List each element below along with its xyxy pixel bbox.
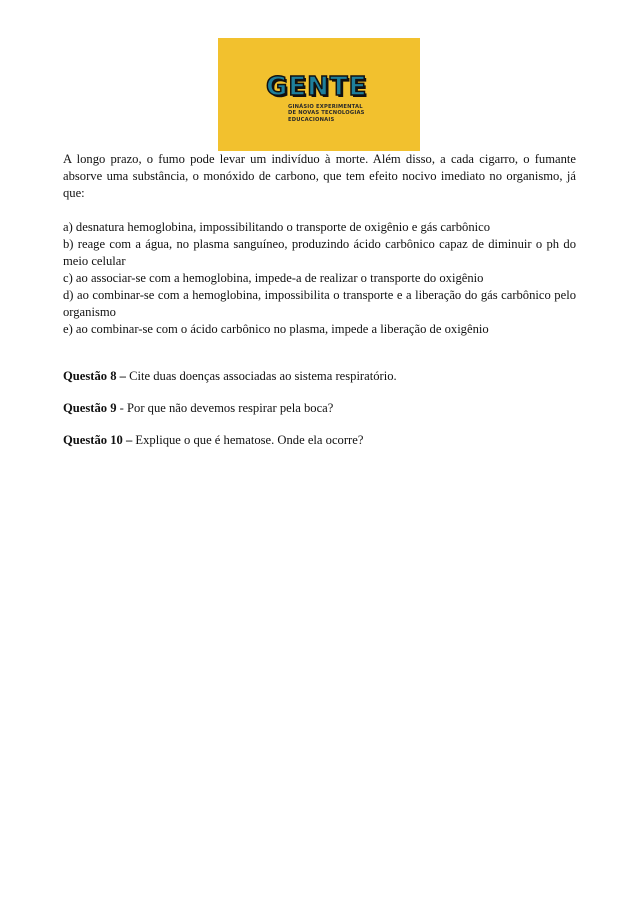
option-d: d) ao combinar-se com a hemoglobina, impossibilita o transporte e a liberação do gás carbônico pelo organismo [63, 288, 576, 319]
option-b: b) reage com a água, no plasma sanguíneo, produzindo ácido carbônico capaz de diminuir o ph do meio celular [63, 237, 576, 268]
option-c: c) ao associar-se com a hemoglobina, impede-a de realizar o transporte do oxigênio [63, 271, 484, 285]
question-text: Explique o que é hematose. Onde ela ocorre? [132, 433, 364, 447]
spacer [63, 202, 576, 219]
question-8 [63, 368, 576, 385]
question-10 [63, 432, 576, 449]
logo-tagline-line: GINÁSIO EXPERIMENTAL [288, 104, 363, 110]
logo-letter: E [288, 72, 307, 102]
logo-letter: E [348, 72, 367, 102]
logo-tagline-line: EDUCACIONAIS [288, 116, 335, 123]
answer-options [63, 219, 576, 338]
option-a: a) desnatura hemoglobina, impossibilitando o transporte de oxigênio e gás carbônico [63, 220, 491, 234]
question-9 [63, 400, 576, 417]
document-body [63, 151, 576, 449]
logo-mark [266, 68, 376, 128]
question-label: Questão 9 [63, 401, 117, 415]
logo-letter: G [266, 72, 288, 102]
spacer [63, 338, 576, 368]
spacer [63, 385, 576, 400]
question-intro: A longo prazo, o fumo pode levar um indivíduo à morte. Além disso, a cada cigarro, o fumante absorve uma substância, o monóxido de carbono, que tem efeito nocivo imediato no organismo, já que: [63, 152, 576, 200]
question-text: - Por que não devemos respirar pela boca? [116, 401, 334, 415]
logo-letter: N [307, 72, 329, 102]
logo-letter: T [329, 72, 348, 102]
gente-logo [218, 38, 420, 151]
logo-tagline [288, 104, 376, 123]
logo-wordmark [266, 68, 376, 102]
logo-tagline-line: DE NOVAS TECNOLOGIAS [288, 110, 365, 117]
question-label: Questão 8 – [63, 369, 126, 383]
option-e: e) ao combinar-se com o ácido carbônico no plasma, impede a liberação de oxigênio [63, 322, 489, 336]
spacer [63, 417, 576, 432]
question-text: Cite duas doenças associadas ao sistema respiratório. [125, 369, 397, 383]
question-label: Questão 10 – [63, 433, 133, 447]
